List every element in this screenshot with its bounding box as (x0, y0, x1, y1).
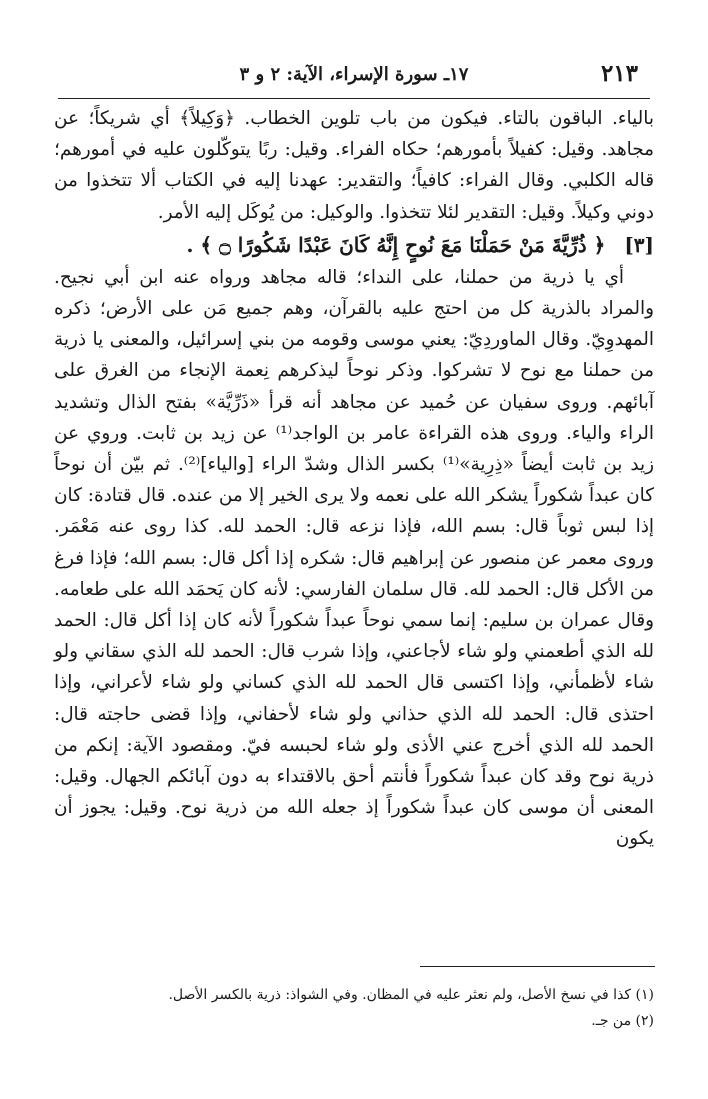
footnote-1: (١) كذا في نسخ الأصل، ولم نعثر عليه في المظان. وفي الشواذ: ذرية بالكسر الأصل. (168, 987, 654, 1003)
main-text (54, 103, 654, 855)
verse-number: [٣] (624, 232, 654, 257)
page-number: ٢١٣ (600, 60, 638, 87)
footnote-divider (420, 966, 655, 967)
chapter-title: ١٧ـ سورة الإسراء، الآية: ٢ و ٣ (239, 64, 469, 85)
footnotes (54, 982, 654, 1034)
quran-verse (54, 228, 654, 262)
paragraph-commentary-verse-2: بالياء. الباقون بالتاء. فيكون من باب تلوين الخطاب. ﴿وَكِيلاً﴾ أي شريكاً؛ عن مجاهد. وقيل: كفيلاً بأمورهم؛ حكاه الفراء. وقيل: ربًا يتوكّلون عليه في أمورهم؛ قاله الكلبي. وقال الفراء: كافياً؛ والتقدير: عهدنا إليه في الكتاب ألا تتخذوا من دوني وكيلاً. وقيل: التقدير لئلا تتخذوا. والوكيل: من يُوكَل إليه الأمر. (54, 108, 654, 223)
running-header (58, 58, 650, 99)
verse-text: ﴿ ذُرِّيَّةَ مَنْ حَمَلْنَا مَعَ نُوحٍ إِنَّهُ كَانَ عَبْدًا شَكُورًا ۝ ﴾ . (186, 232, 606, 257)
paragraph-commentary-verse-3: أي يا ذرية من حملنا، على النداء؛ قاله مجاهد ورواه عنه ابن أبي نجيح. والمراد بالذرية كل من احتج عليه بالقرآن، وهم جميع مَن على الأرض؛ ذكره المهدوِيّ. وقال الماوردِيّ: يعني موسى وقومه من بني إسرائيل، والمعنى يا ذرية من حملنا مع نوح لا تشركوا. وذكر نوحاً ليذكرهم نِعمة الإنجاء من الغرق على آبائهم. وروى سفيان عن حُميد عن مجاهد أنه قرأ «ذَرِّيَّة» بفتح الذال وتشديد الراء والياء. وروى هذه القراءة عامر بن الواجد⁽¹⁾ عن زيد بن ثابت. وروي عن زيد بن ثابت أيضاً «ذِرِية»⁽¹⁾ بكسر الذال وشدّ الراء [والياء]⁽²⁾. ثم بيّن أن نوحاً كان عبداً شكوراً يشكر الله على نعمه ولا يرى الخير إلا من عنده. قال قتادة: كان إذا لبس ثوباً قال: بسم الله، فإذا نزعه قال: الحمد لله. كذا روى عنه مَعْمَر. وروى معمر عن منصور عن إبراهيم قال: شكره إذا أكل قال: بسم الله؛ فإذا فرغ من الأكل قال: الحمد لله. قال سلمان الفارسي: لأنه كان يَحمَد الله على طعامه. وقال عمران بن سليم: إنما سمي نوحاً عبداً شكوراً لأنه كان إذا أكل قال: الحمد لله الذي أطعمني ولو شاء لأجاعني، وإذا شرب قال: الحمد لله الذي سقاني ولو شاء لأظمأني، وإذا اكتسى قال الحمد لله الذي كساني ولو شاء لأعراني، وإذا احتذى قال: الحمد لله الذي حذاني ولو شاء لأحفاني، وإذا قضى حاجته قال: الحمد لله الذي أخرج عني الأذى ولو شاء لحبسه فيّ. ومقصود الآية: إنكم من ذرية نوح وقد كان عبداً شكوراً فأنتم أحق بالاقتداء به دون آبائكم الجهال. وقيل: المعنى أن موسى كان عبداً شكوراً إذ جعله الله من ذرية نوح. وقيل: يجوز أن يكون (54, 266, 654, 850)
footnote-2: (٢) من جـ. (591, 1013, 654, 1029)
